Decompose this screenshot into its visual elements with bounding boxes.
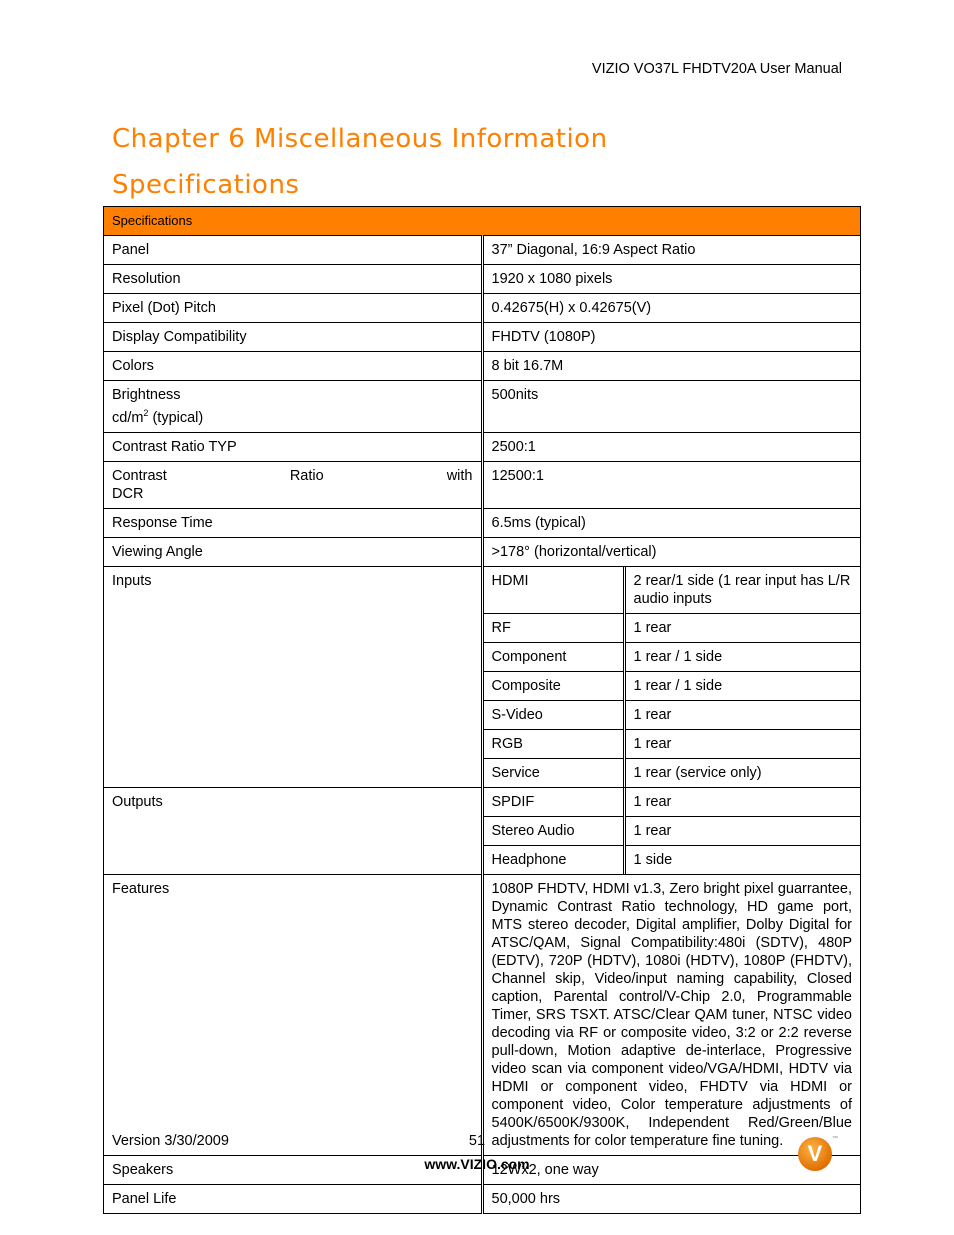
features-value: 1080P FHDTV, HDMI v1.3, Zero bright pixel guarrantee, Dynamic Contrast Ratio technology, HD game port, MTS stereo decoder, Digital amplifier, Dolby Digital for ATSC/QAM, Signal Compatibility:480i (SDTV), 480P (EDTV), 720P (HDTV), 1080i (HDTV), 1080P (FHDTV), Channel skip, Video/input naming capability, Closed caption, Parental control/V-Chip 2.0, Programmable Timer, SRS TSXT. ATSC/Clear QAM tuner, NTSC video decoding via RF or composite video, 3:2 or 2:2 reverse pull-down, Motion adaptive de-interlace, Progressive video scan via component video/VGA/HDMI, HDTV via HDMI or component video, FHDTV via HDMI or component video, Color temperature adjustments of 5400K/6500K/9300K, Independent Red/Green/Blue adjustments for color temperature fine tuning. xyxy=(482,874,861,1155)
vizio-logo-icon: V xyxy=(798,1137,832,1171)
running-header: VIZIO VO37L FHDTV20A User Manual xyxy=(591,61,842,77)
table-row: Speakers 12Wx2, one way xyxy=(104,1155,861,1184)
specifications-table xyxy=(103,206,861,1214)
table-row: Resolution 1920 x 1080 pixels xyxy=(104,265,861,294)
brightness-label: Brightness $cd/m^2$ (typical) xyxy=(104,381,483,433)
table-row: Brightness $cd/m^2$ (typical) 500nits xyxy=(104,381,861,433)
table-row xyxy=(104,566,861,787)
chapter-title: Chapter 6 Miscellaneous Information xyxy=(112,124,608,154)
inputs-label: Inputs xyxy=(104,566,483,787)
version-text: Version 3/30/2009 xyxy=(112,1133,229,1149)
table-row xyxy=(104,787,861,874)
table-row: Contrast Ratio with DCR 12500:1 xyxy=(104,461,861,508)
table-row: Viewing Angle >178° (horizontal/vertical) xyxy=(104,537,861,566)
table-header: Specifications xyxy=(104,207,861,236)
page-number: 51 xyxy=(468,1133,486,1149)
table-row: Panel 37” Diagonal, 16:9 Aspect Ratio xyxy=(104,236,861,265)
table-row: Colors 8 bit 16.7M xyxy=(104,352,861,381)
contrast-dcr-label: Contrast Ratio with DCR xyxy=(104,461,483,508)
section-title: Specifications xyxy=(112,170,300,200)
table-row: Pixel (Dot) Pitch 0.42675(H) x 0.42675(V) xyxy=(104,294,861,323)
features-label: Features xyxy=(104,874,483,1155)
table-row: Panel Life 50,000 hrs xyxy=(104,1184,861,1213)
website-url: www.VIZIO.com xyxy=(424,1156,530,1172)
outputs-subtable: SPDIF 1 rear Stereo Audio 1 rear Headphone 1 side xyxy=(484,788,861,874)
table-row: Contrast Ratio TYP 2500:1 xyxy=(104,432,861,461)
outputs-label: Outputs xyxy=(104,787,483,874)
table-row xyxy=(104,874,861,1155)
table-row: Response Time 6.5ms (typical) xyxy=(104,508,861,537)
inputs-subtable: HDMI 2 rear/1 side (1 rear input has L/R audio inputs RF 1 rear Component 1 rear / 1 side Composite 1 rear / 1 side S-Video 1 rear RGB 1 rear Service 1 rear (service only) xyxy=(484,567,861,787)
table-row: Display Compatibility FHDTV (1080P) xyxy=(104,323,861,352)
trademark-mark: ™ xyxy=(832,1136,838,1142)
